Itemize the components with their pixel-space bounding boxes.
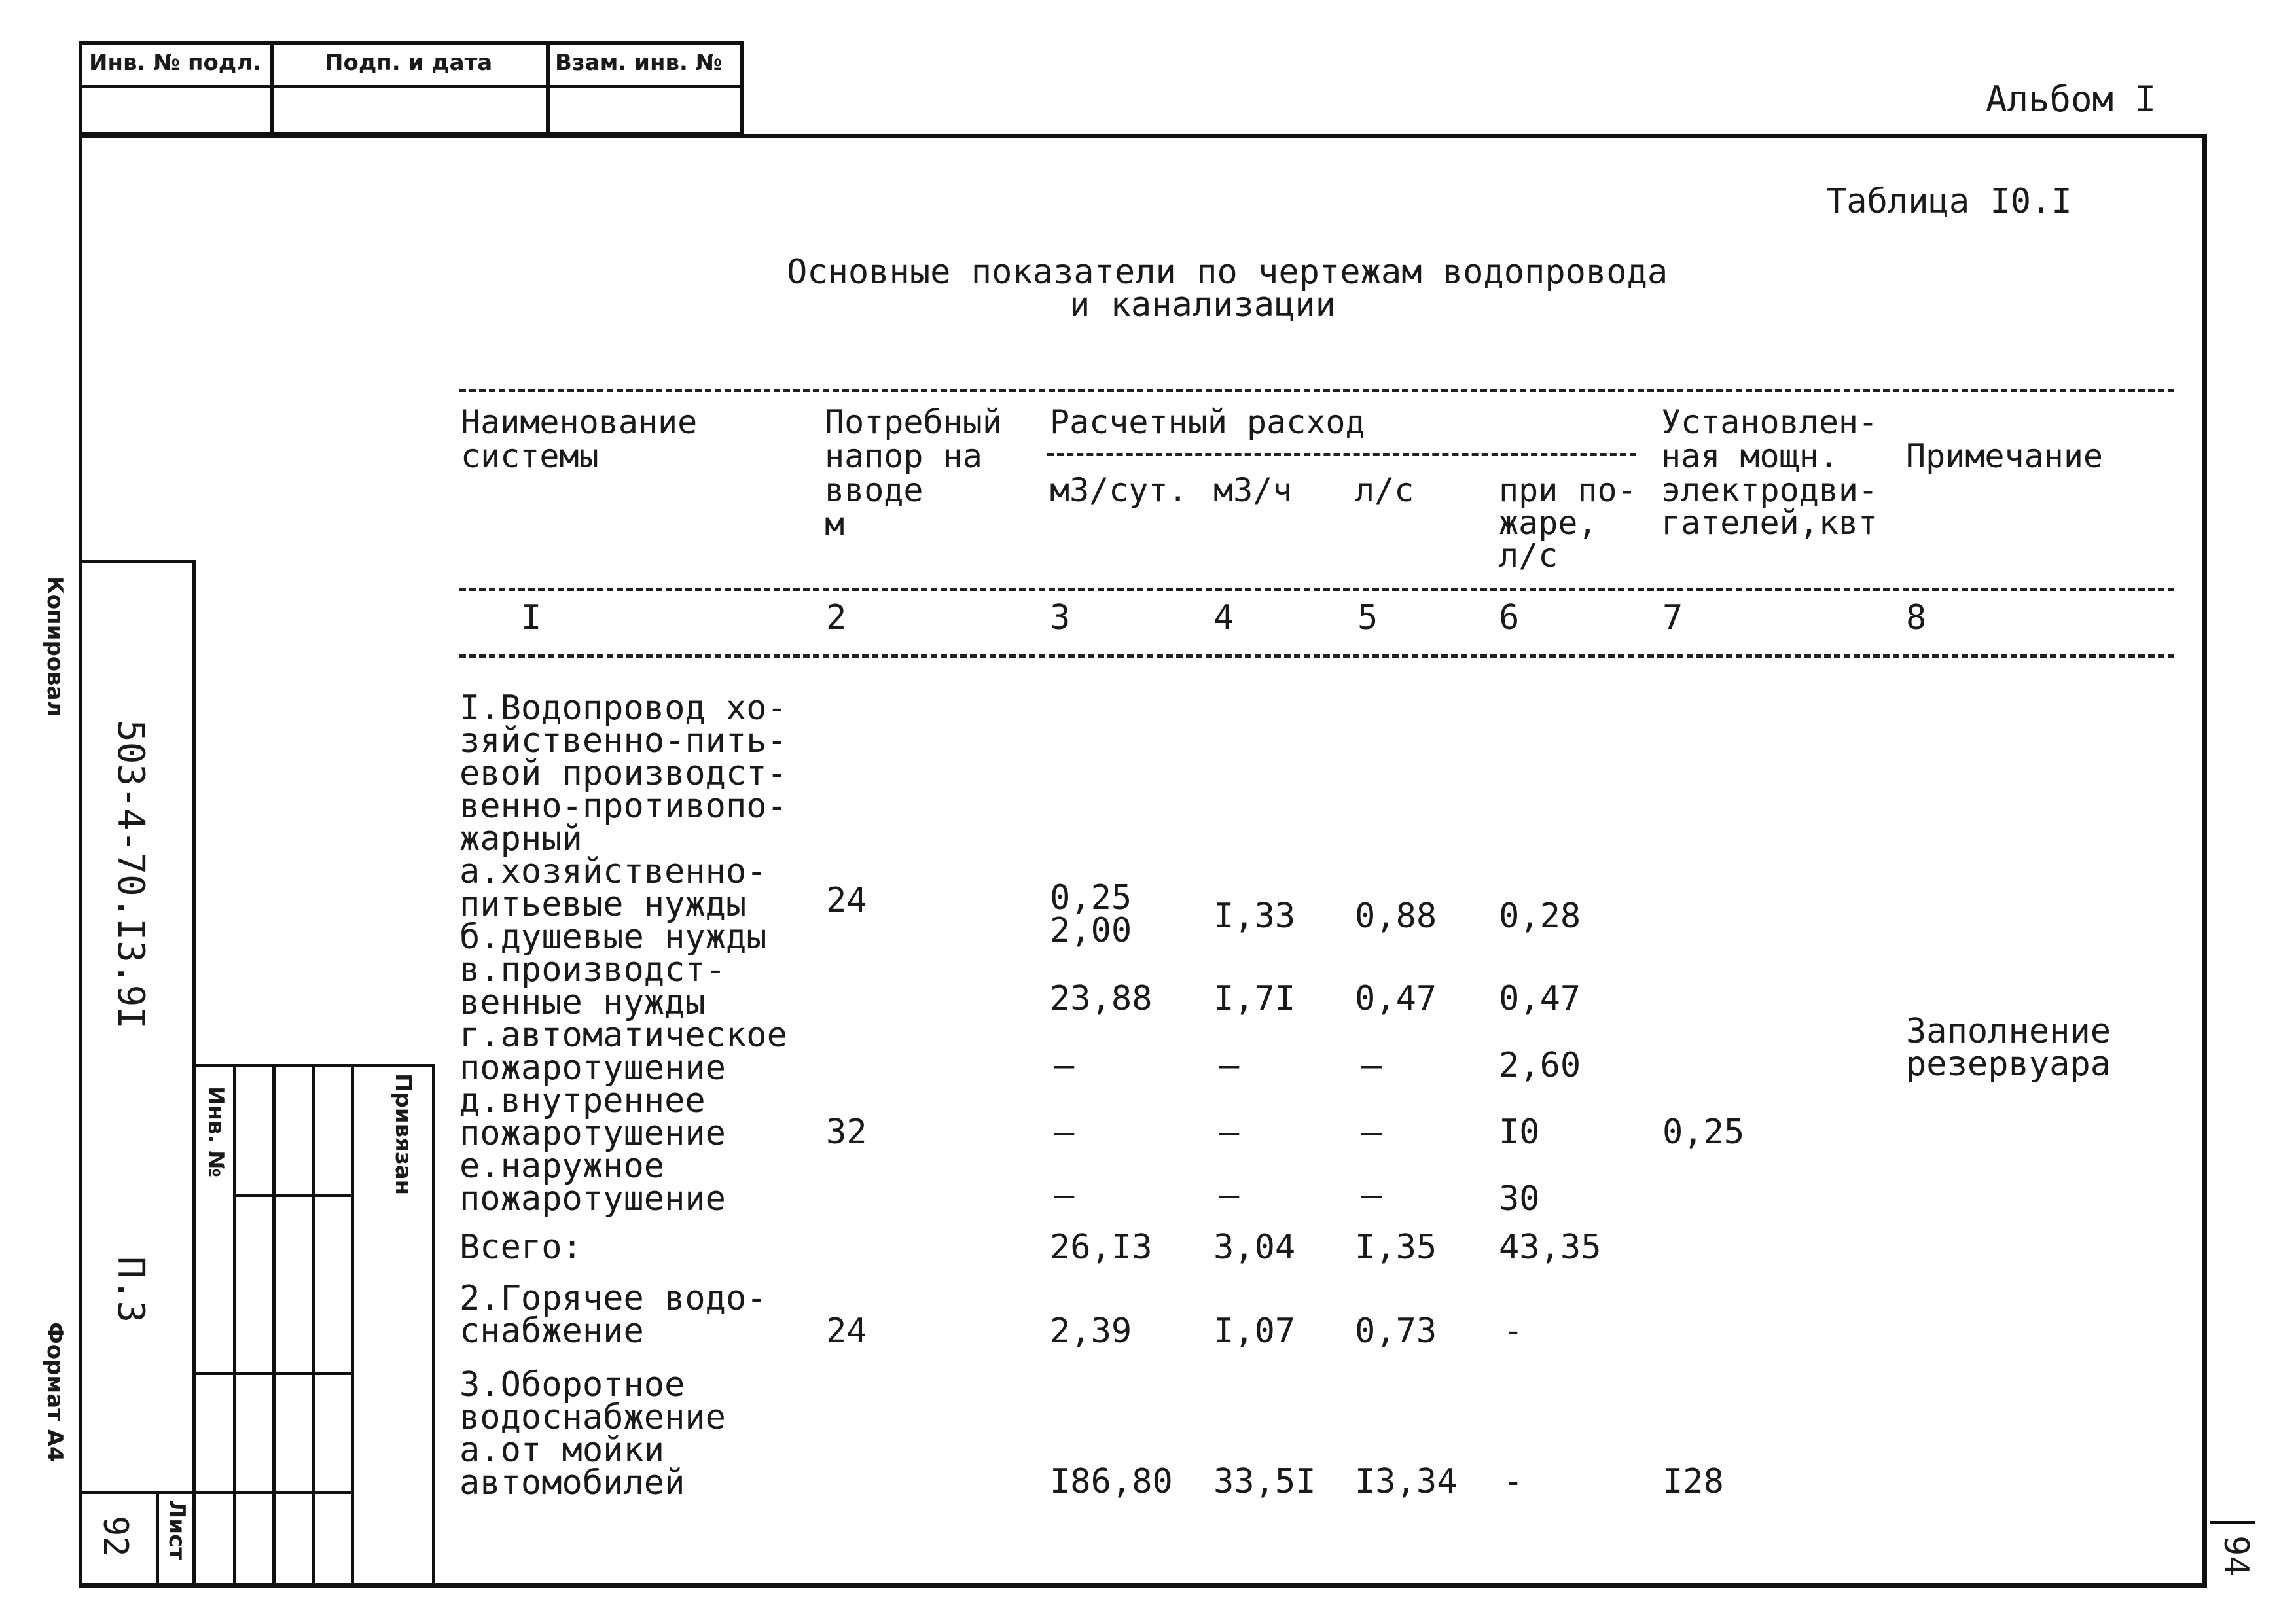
cell-fire: - <box>1503 1311 1524 1351</box>
name-line: б.душевые нужды <box>459 918 767 957</box>
hdr-calc-flow: Расчетный расход <box>1050 403 1365 441</box>
name-line: I.Водопровод хо- <box>459 688 787 728</box>
table-label: Таблица I0.I <box>1826 182 2072 221</box>
name-line: венные нужды <box>459 983 706 1022</box>
cell-ls: – <box>1361 1046 1382 1085</box>
hdr-m3-hour: м3/ч <box>1213 471 1293 509</box>
cell-ls: 0,73 <box>1355 1311 1437 1351</box>
cell-day: 2,39 <box>1050 1311 1132 1351</box>
side-rule <box>192 1372 351 1375</box>
stamp-podp-data: Подп. и дата <box>325 50 493 76</box>
privyazan-label: Привязан <box>390 1073 416 1196</box>
hdr-head-l4: м <box>825 505 845 543</box>
cell-hour: I,07 <box>1213 1311 1296 1351</box>
name-line: жарный <box>459 819 583 859</box>
name-line: 2.Горячее водо- <box>459 1279 767 1318</box>
cell-fire: 0,28 <box>1499 897 1581 936</box>
colnum-5: 5 <box>1357 598 1378 637</box>
table-top-rule <box>459 389 2174 392</box>
total-fire: 43,35 <box>1499 1228 1602 1267</box>
title-stamp <box>79 41 744 136</box>
name-line: а.от мойки <box>459 1431 665 1470</box>
cell-hour: – <box>1219 1113 1240 1152</box>
name-line: зяйственно-пить- <box>459 721 787 760</box>
cell-hour: – <box>1219 1175 1240 1215</box>
hdr-fire-l2: жаре, <box>1499 504 1598 542</box>
hdr-name-l1: Наименование <box>461 403 698 441</box>
stamp-inv-podl: Инв. № подл. <box>89 50 262 76</box>
cell-note: Заполнение <box>1906 1012 2111 1051</box>
inv-no-label: Инв. № <box>203 1086 229 1178</box>
list-label: Лист <box>164 1500 190 1560</box>
colnum-4: 4 <box>1213 598 1234 637</box>
colnum-3: 3 <box>1050 598 1071 637</box>
format-label: Формат А4 <box>42 1322 68 1462</box>
table-title-line1: Основные показатели по чертежам водопровода <box>787 253 1668 292</box>
doc-code: 503-4-70.I3.9I <box>109 720 152 1029</box>
hdr-power-l2: ная мощн. <box>1661 437 1839 475</box>
cell-fire: 30 <box>1499 1179 1540 1219</box>
colnum-1: I <box>521 598 542 637</box>
name-line: г.автоматическое <box>459 1016 787 1055</box>
name-line: д.внутреннее <box>459 1081 706 1120</box>
name-line: а.хозяйственно- <box>459 852 767 891</box>
list-number: 92 <box>96 1516 135 1557</box>
hdr-head-l2: напор на <box>825 437 982 475</box>
name-line: евой производст- <box>459 754 787 793</box>
cell-day: – <box>1054 1113 1075 1152</box>
name-line: е.наружное <box>459 1147 665 1186</box>
calc-subrule <box>1047 453 1636 456</box>
cell-day: 2,00 <box>1050 911 1132 950</box>
name-line: водоснабжение <box>459 1398 726 1437</box>
section-code: П.3 <box>109 1257 152 1323</box>
side-rule <box>351 1064 354 1588</box>
colnum-8: 8 <box>1906 598 1927 637</box>
cell-note: резервуара <box>1906 1044 2111 1084</box>
side-rule <box>233 1064 236 1588</box>
cell-day: 0,25 <box>1050 878 1132 918</box>
hdr-l-s: л/с <box>1355 471 1414 509</box>
cell-fire: 0,47 <box>1499 979 1581 1018</box>
total-day: 26,I3 <box>1050 1228 1153 1267</box>
side-top-rule <box>79 560 196 563</box>
kopiroval-label: Копировал <box>42 576 68 717</box>
cell-fire: - <box>1503 1462 1524 1501</box>
cell-day: I86,80 <box>1050 1462 1173 1501</box>
cell-head: 32 <box>826 1113 867 1152</box>
name-line: снабжение <box>459 1311 644 1351</box>
hdr-head-l1: Потребный <box>825 403 1002 441</box>
name-line: 3.Оборотное <box>459 1365 685 1404</box>
colnum-6: 6 <box>1499 598 1520 637</box>
name-line: в.производст- <box>459 950 726 990</box>
cell-hour: I,33 <box>1213 897 1296 936</box>
cell-power: I28 <box>1662 1462 1724 1501</box>
page-tick <box>2210 1521 2255 1524</box>
hdr-fire-l1: при по- <box>1499 471 1637 509</box>
cell-head: 24 <box>826 881 867 920</box>
cell-hour: 33,5I <box>1213 1462 1316 1501</box>
side-rule <box>432 1064 435 1588</box>
page-number: 94 <box>2216 1535 2255 1577</box>
cell-fire: 2,60 <box>1499 1046 1581 1085</box>
side-rule <box>233 1194 351 1197</box>
hdr-name-l2: системы <box>461 437 599 475</box>
name-line: пожаротушение <box>459 1048 726 1088</box>
name-line: автомобилей <box>459 1463 685 1503</box>
side-rule <box>156 1491 159 1588</box>
colnum-7: 7 <box>1662 598 1683 637</box>
table-title-line2: и канализации <box>1069 285 1336 325</box>
stamp-vzam-inv: Взам. инв. № <box>555 50 723 76</box>
hdr-m3-day: м3/сут. <box>1050 471 1188 509</box>
album-label: Альбом I <box>1986 79 2157 120</box>
header-bottom-rule <box>459 588 2174 591</box>
cell-ls: – <box>1361 1113 1382 1152</box>
cell-ls: 0,47 <box>1355 979 1437 1018</box>
hdr-fire-l3: л/с <box>1499 537 1558 575</box>
side-rule <box>192 560 196 1588</box>
name-line: пожаротушение <box>459 1179 726 1219</box>
total-hour: 3,04 <box>1213 1228 1296 1267</box>
hdr-power-l3: электродви- <box>1661 471 1878 509</box>
page-frame <box>79 134 2207 1588</box>
name-total: Всего: <box>459 1228 583 1267</box>
total-ls: I,35 <box>1355 1228 1437 1267</box>
cell-ls: I3,34 <box>1355 1462 1458 1501</box>
cell-fire: I0 <box>1499 1113 1540 1152</box>
cell-day: 23,88 <box>1050 979 1153 1018</box>
cell-power: 0,25 <box>1662 1113 1745 1152</box>
name-line: венно-противопо- <box>459 787 787 826</box>
hdr-power-l4: гателей,квт <box>1661 504 1878 542</box>
name-line: питьевые нужды <box>459 885 747 924</box>
colnum-2: 2 <box>826 598 847 637</box>
hdr-note: Примечание <box>1906 437 2104 475</box>
cell-head: 24 <box>826 1311 867 1351</box>
hdr-head-l3: вводе <box>825 471 924 509</box>
numbers-bottom-rule <box>459 654 2174 658</box>
side-rule <box>312 1064 315 1588</box>
side-rule <box>272 1064 276 1588</box>
side-rule <box>79 1491 351 1494</box>
name-line: пожаротушение <box>459 1114 726 1153</box>
cell-hour: – <box>1219 1046 1240 1085</box>
cell-ls: – <box>1361 1175 1382 1215</box>
cell-day: – <box>1054 1046 1075 1085</box>
cell-day: – <box>1054 1175 1075 1215</box>
cell-ls: 0,88 <box>1355 897 1437 936</box>
cell-hour: I,7I <box>1213 979 1296 1018</box>
hdr-power-l1: Установлен- <box>1661 403 1878 441</box>
